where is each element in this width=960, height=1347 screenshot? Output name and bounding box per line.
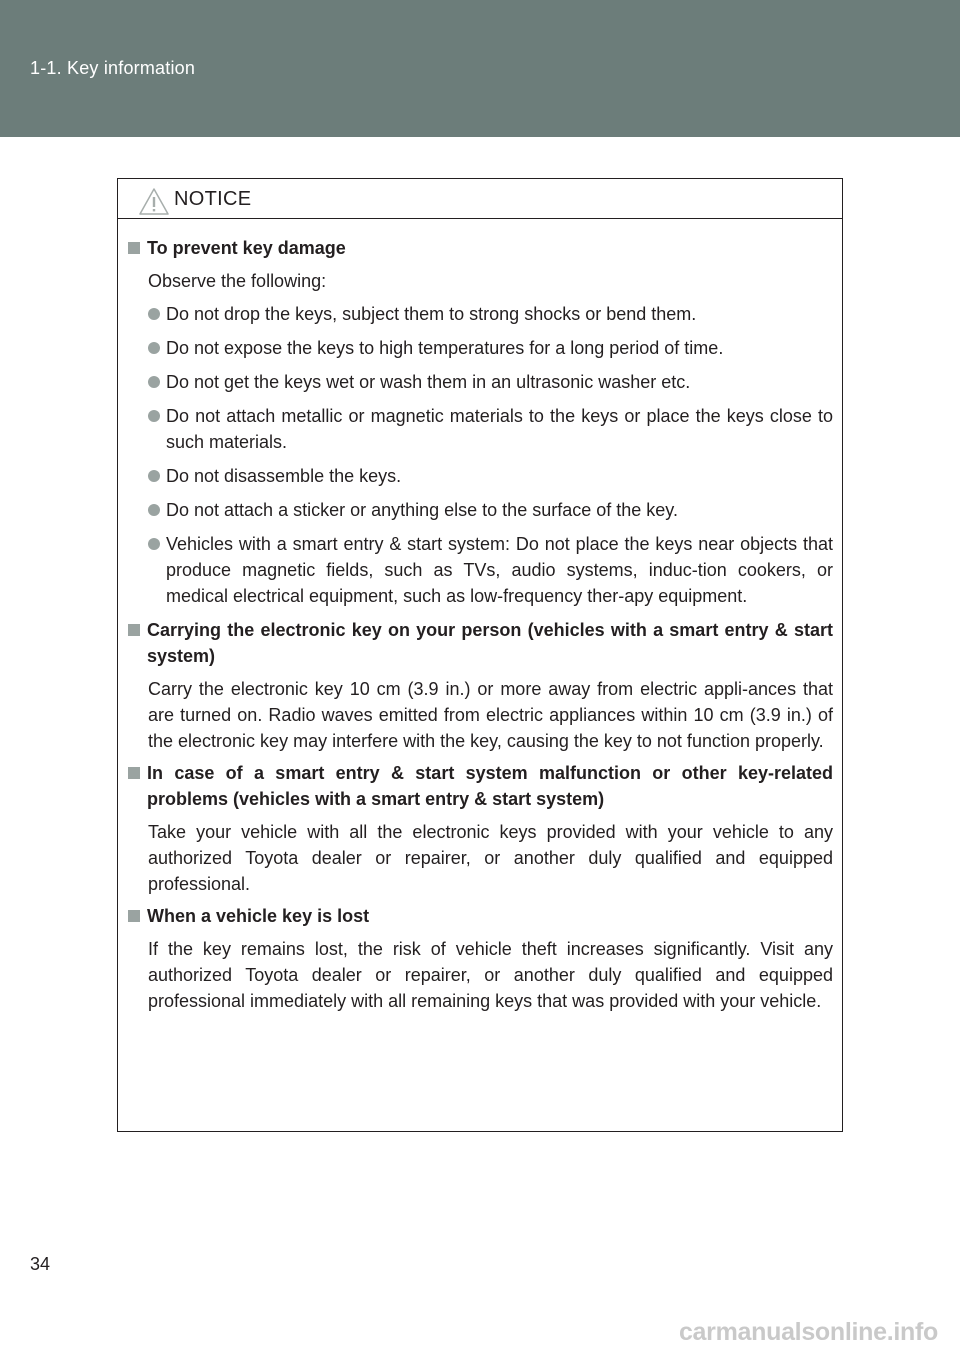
- section-heading: To prevent key damage: [147, 238, 346, 258]
- section-text: Take your vehicle with all the electronic keys provided with your vehicle to any authorized Toyota dealer or repairer, or another duly qualified and equipped professional.: [148, 822, 833, 894]
- warning-triangle-icon: [139, 188, 169, 215]
- square-bullet-icon: [128, 624, 140, 636]
- notice-section: [126, 903, 833, 1014]
- circle-bullet-icon: [148, 376, 160, 388]
- list-item: Do not expose the keys to high temperatures for a long period of time.: [126, 335, 833, 361]
- circle-bullet-icon: [148, 470, 160, 482]
- page-header: [0, 0, 960, 137]
- list-item: Do not drop the keys, subject them to strong shocks or bend them.: [126, 301, 833, 327]
- list-item: Do not attach a sticker or anything else to the surface of the key.: [126, 497, 833, 523]
- notice-section: [126, 617, 833, 754]
- section-heading: When a vehicle key is lost: [147, 906, 370, 926]
- notice-box: [117, 178, 843, 1132]
- list-item: Do not disassemble the keys.: [126, 463, 833, 489]
- circle-bullet-icon: [148, 342, 160, 354]
- circle-bullet-icon: [148, 538, 160, 550]
- notice-section: [126, 760, 833, 897]
- section-intro: Observe the following:: [148, 271, 327, 291]
- notice-section: [126, 235, 833, 609]
- notice-body: [118, 219, 842, 1014]
- list-item: Vehicles with a smart entry & start system: Do not place the keys near objects that produce magnetic fields, such as TVs, audio systems, induc-tion cookers, or medical electrical equipment, such as low-frequency ther-apy equipment.: [126, 531, 833, 609]
- section-heading: Carrying the electronic key on your person (vehicles with a smart entry & start system): [147, 620, 833, 666]
- square-bullet-icon: [128, 767, 140, 779]
- watermark: carmanualsonline.info: [678, 1318, 938, 1346]
- circle-bullet-icon: [148, 504, 160, 516]
- circle-bullet-icon: [148, 410, 160, 422]
- page-number: 34: [30, 1254, 51, 1274]
- section-heading: In case of a smart entry & start system malfunction or other key-related problems (vehicles with a smart entry & start system): [147, 763, 833, 809]
- section-text: Carry the electronic key 10 cm (3.9 in.) or more away from electric appli-ances that are turned on. Radio waves emitted from electric appliances within 10 cm (3.9 in.) of the electronic key may interfere with the key, causing the key to not function properly.: [148, 679, 833, 751]
- section-title: 1-1. Key information: [30, 58, 196, 78]
- square-bullet-icon: [128, 910, 140, 922]
- circle-bullet-icon: [148, 308, 160, 320]
- square-bullet-icon: [128, 242, 140, 254]
- list-item: Do not get the keys wet or wash them in an ultrasonic washer etc.: [126, 369, 833, 395]
- section-text: If the key remains lost, the risk of vehicle theft increases significantly. Visit any authorized Toyota dealer or repairer, or another duly qualified and equipped professional immediately with all remaining keys that was provided with your vehicle.: [148, 939, 833, 1011]
- list-item: Do not attach metallic or magnetic materials to the keys or place the keys close to such materials.: [126, 403, 833, 455]
- notice-title: NOTICE: [174, 188, 252, 210]
- notice-header: [118, 179, 842, 219]
